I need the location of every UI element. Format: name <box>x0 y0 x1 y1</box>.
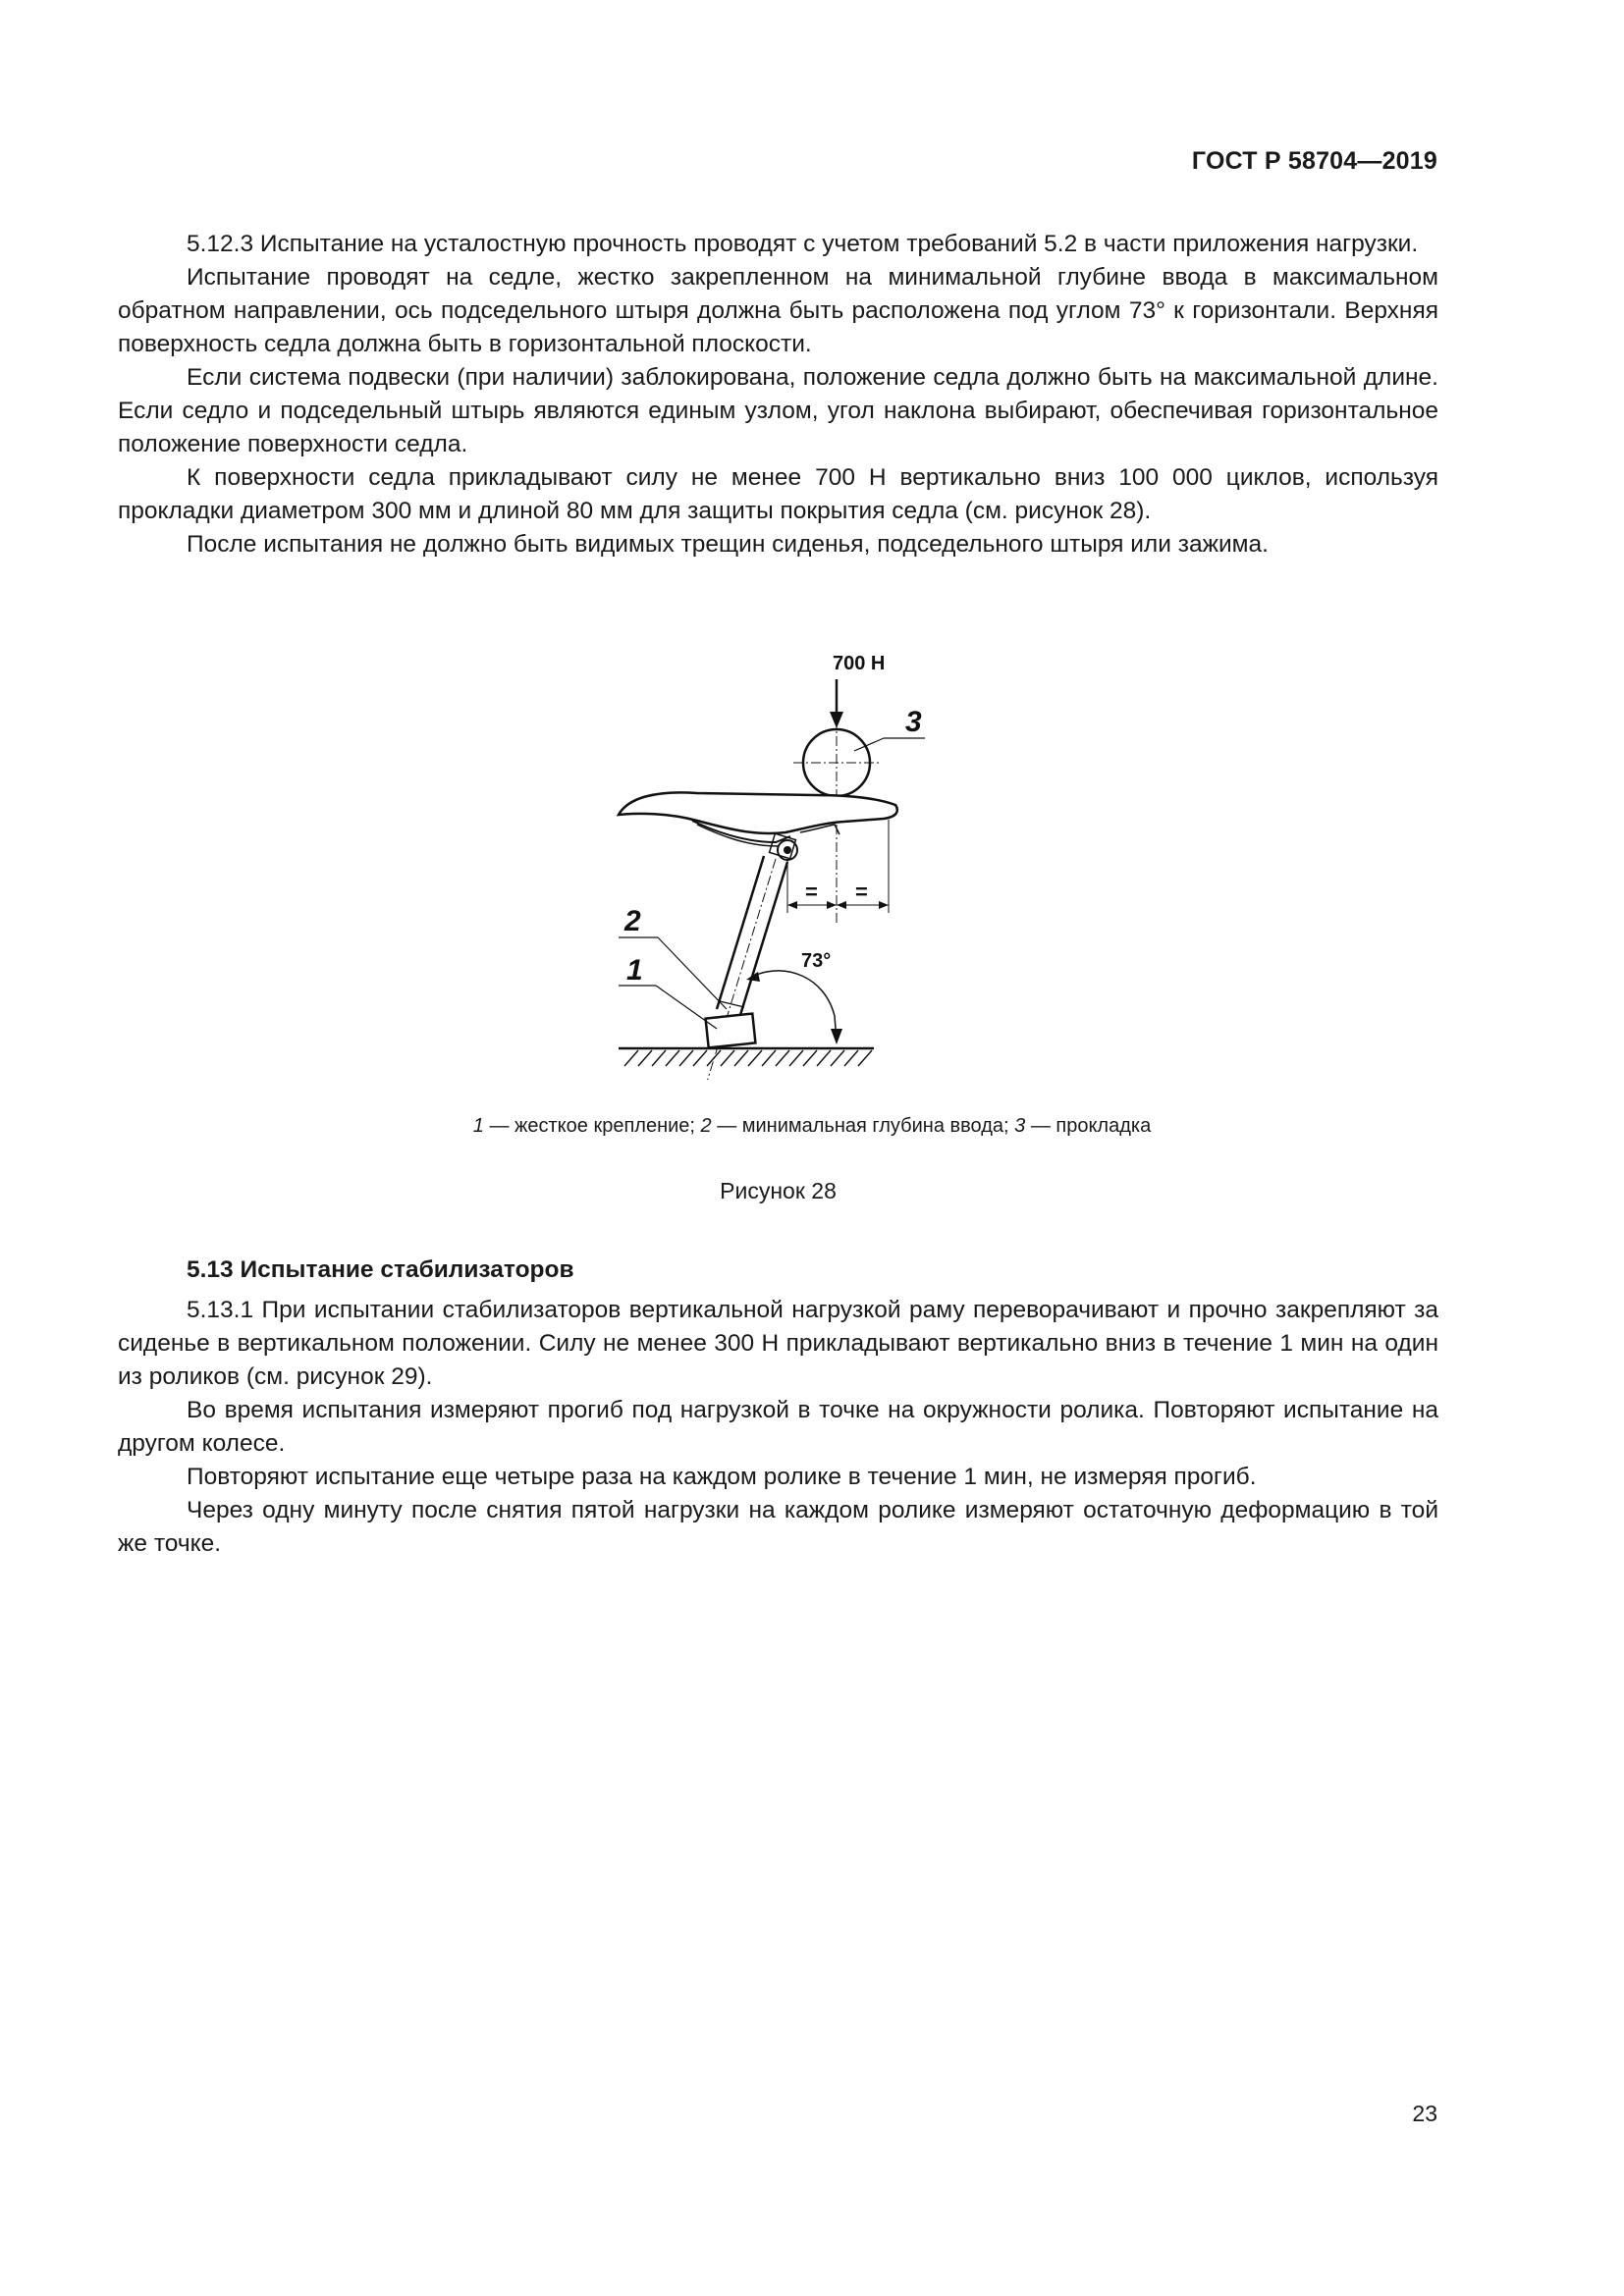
figure-title: Рисунок 28 <box>720 1178 837 1203</box>
legend-text-1: — жесткое крепление; <box>483 1115 701 1137</box>
dimension-lines <box>787 820 889 913</box>
paragraph: Во время испытания измеряют прогиб под нагрузкой в точке на окружности ролика. Повторяют испытание на другом колесе. <box>118 1397 1438 1457</box>
figure-legend <box>0 1115 1624 1138</box>
legend-text-2: — минимальная глубина ввода; <box>711 1115 1015 1137</box>
paragraph: После испытания не должно быть видимых трещин сиденья, подседельного штыря или зажима. <box>187 531 1269 558</box>
paragraph: 5.12.3 Испытание на усталостную прочность проводят с учетом требований 5.2 в части приложения нагрузки. <box>187 231 1419 257</box>
paragraph: Если система подвески (при наличии) заблокирована, положение седла должно быть на максимальной длине. Если седло и подседельный штырь являются единым узлом, угол наклона выбирают, обеспечивая горизонтальное положение поверхности седла. <box>118 364 1438 457</box>
callout-1-label: 1 <box>626 954 643 987</box>
document-header: ГОСТ Р 58704—2019 <box>1191 147 1437 175</box>
paragraph: Испытание проводят на седле, жестко закрепленном на минимальной глубине ввода в максимальном обратном направлении, ось подседельного штыря должна быть расположена под углом 73° к горизонтали. Верхняя поверхность седла должна быть в горизонтальной плоскости. <box>118 264 1438 357</box>
callout-1 <box>619 954 717 1029</box>
section-heading: 5.13 Испытание стабилизаторов <box>187 1256 574 1283</box>
legend-num-2: 2 <box>700 1115 712 1137</box>
paragraph: 5.13.1 При испытании стабилизаторов вертикальной нагрузкой раму переворачивают и прочно закрепляют за сиденье в вертикальном положении. Силу не менее 300 Н прикладывают вертикально вниз в течение 1 мин на один из роликов (см. рисунок 29). <box>118 1297 1438 1390</box>
force-label: 700 Н <box>833 653 886 674</box>
section-5-12-3 <box>118 228 1438 561</box>
angle-indicator <box>746 950 842 1044</box>
section-5-13 <box>118 1294 1438 1561</box>
saddle <box>619 792 897 846</box>
page-number: 23 <box>1412 2101 1437 2126</box>
legend-text-3: — прокладка <box>1025 1115 1152 1137</box>
legend-num-1: 1 <box>472 1115 484 1137</box>
ground-hatching <box>619 1048 874 1066</box>
callout-2-label: 2 <box>624 905 641 937</box>
paragraph: Через одну минуту после снятия пятой нагрузки на каждом ролике измеряют остаточную деформацию в той же точке. <box>118 1497 1438 1557</box>
legend-num-3: 3 <box>1014 1115 1026 1137</box>
angle-label: 73° <box>801 950 832 972</box>
equal-mark-left: = <box>805 880 818 904</box>
callout-3-label: 3 <box>905 706 922 738</box>
paragraph: Повторяют испытание еще четыре раза на каждом ролике в течение 1 мин, не измеряя прогиб. <box>187 1464 1257 1490</box>
paragraph: К поверхности седла прикладывают силу не менее 700 Н вертикально вниз 100 000 циклов, используя прокладки диаметром 300 мм и длиной 80 мм для защиты покрытия седла (см. рисунок 28). <box>118 464 1438 524</box>
equal-mark-right: = <box>855 880 868 904</box>
figure-28-diagram <box>589 628 1041 1080</box>
rigid-mount <box>706 1014 756 1048</box>
